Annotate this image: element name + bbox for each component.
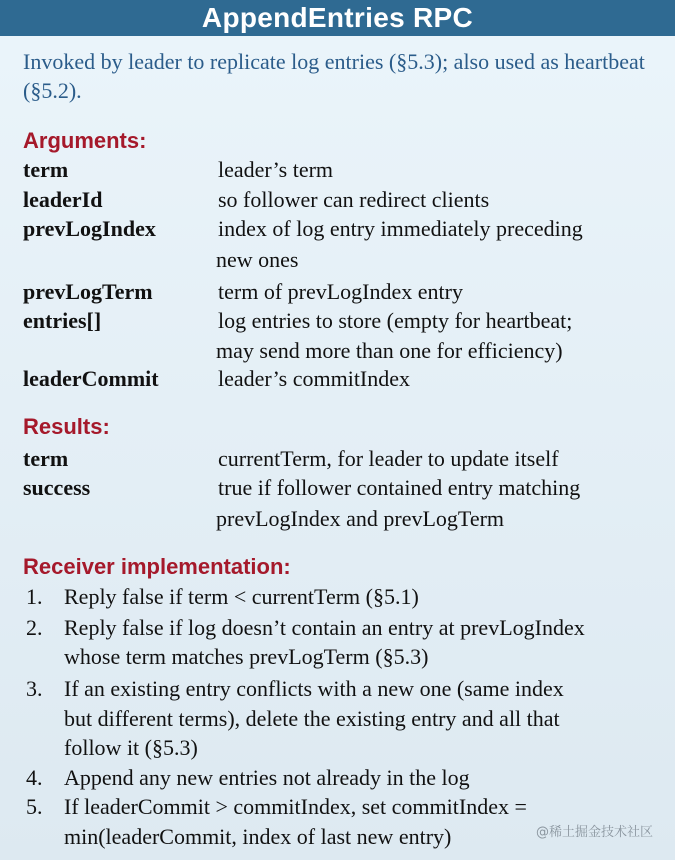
- result-desc: true if follower contained entry matching: [218, 475, 581, 500]
- result-desc-continued: prevLogIndex and prevLogTerm: [216, 506, 505, 531]
- step-number: 3.: [26, 676, 43, 701]
- step-number: 2.: [26, 615, 43, 640]
- step-text: If leaderCommit > commitIndex, set commitIndex =: [64, 794, 527, 819]
- argument-name: entries[]: [23, 308, 102, 333]
- step-text-continued: whose term matches prevLogTerm (§5.3): [64, 644, 429, 669]
- intro-text: Invoked by leader to replicate log entries (§5.3); also used as heartbeat (§5.2).: [23, 49, 645, 103]
- argument-name: leaderId: [23, 187, 103, 212]
- results-heading: Results:: [23, 414, 110, 439]
- argument-desc: term of prevLogIndex entry: [218, 279, 463, 304]
- step-text-continued: min(leaderCommit, index of last new entry): [64, 824, 452, 849]
- step-text-continued: but different terms), delete the existing entry and all that: [64, 706, 560, 731]
- argument-name: prevLogTerm: [23, 279, 153, 304]
- argument-desc-continued: may send more than one for efficiency): [216, 338, 563, 363]
- argument-desc: index of log entry immediately preceding: [218, 216, 583, 241]
- page-title: AppendEntries RPC: [0, 0, 675, 36]
- receiver-heading: Receiver implementation:: [23, 554, 291, 579]
- step-text-continued: follow it (§5.3): [64, 735, 198, 760]
- step-number: 5.: [26, 794, 43, 819]
- argument-desc: leader’s term: [218, 157, 334, 182]
- step-text: Append any new entries not already in the log: [64, 765, 470, 790]
- argument-desc: log entries to store (empty for heartbeat;: [218, 308, 573, 333]
- result-desc: currentTerm, for leader to update itself: [218, 446, 559, 471]
- argument-name: leaderCommit: [23, 366, 159, 391]
- argument-desc: leader’s commitIndex: [218, 366, 411, 391]
- argument-desc: so follower can redirect clients: [218, 187, 490, 212]
- step-number: 1.: [26, 584, 43, 609]
- step-text: Reply false if term < currentTerm (§5.1): [64, 584, 419, 609]
- step-number: 4.: [26, 765, 43, 790]
- step-text: Reply false if log doesn’t contain an entry at prevLogIndex: [64, 615, 585, 640]
- arguments-heading: Arguments:: [23, 128, 147, 153]
- argument-desc-continued: new ones: [216, 247, 299, 272]
- watermark: @稀土掘金技术社区: [535, 825, 653, 840]
- result-name: success: [23, 475, 91, 500]
- result-name: term: [23, 446, 69, 471]
- argument-name: prevLogIndex: [23, 216, 156, 241]
- argument-name: term: [23, 157, 69, 182]
- step-text: If an existing entry conflicts with a new one (same index: [64, 676, 564, 701]
